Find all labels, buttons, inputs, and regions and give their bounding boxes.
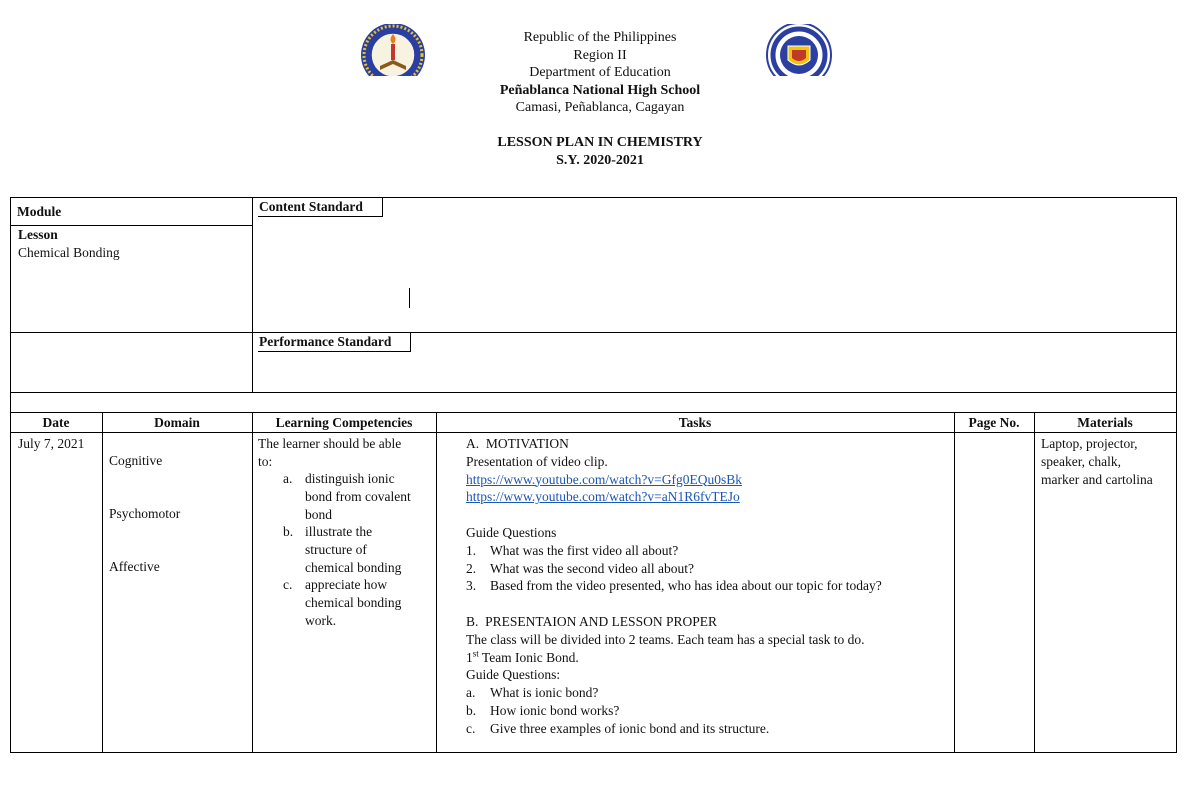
list-marker: b. [466, 702, 477, 718]
table-line [252, 412, 253, 753]
document-title: LESSON PLAN IN CHEMISTRY [497, 135, 703, 150]
column-header-date: Date [42, 415, 70, 430]
list-item-text: Give three examples of ionic bond and its structure. [490, 720, 770, 736]
list-marker: 3. [466, 578, 477, 594]
header-country: Republic of the Philippines [523, 30, 677, 45]
list-item-text: Based from the video presented, who has idea about our topic for today? [490, 578, 882, 594]
module-label: Module [17, 204, 62, 219]
guide-questions-list [466, 542, 882, 595]
header-school: Peñablanca National High School [499, 82, 701, 98]
text-cursor [409, 288, 410, 308]
list-item [466, 720, 865, 738]
competency-line: illustrate the [305, 524, 373, 539]
table-line [1176, 197, 1177, 753]
competency-line: appreciate how [305, 577, 388, 592]
competency-line: chemical bonding [305, 594, 402, 610]
column-header-page-no: Page No. [968, 415, 1020, 430]
table-line [1034, 412, 1035, 753]
list-marker: 2. [466, 560, 477, 576]
competency-intro-line: to: [258, 453, 273, 469]
row-date[interactable]: July 7, 2021 [18, 436, 85, 451]
competency-line: distinguish ionic [305, 471, 395, 486]
content-standard-label: Content Standard [259, 199, 363, 214]
list-marker: c. [466, 720, 476, 736]
competency-item-b [283, 523, 401, 576]
list-marker: a. [283, 471, 293, 486]
header-department: Department of Education [529, 65, 671, 80]
lesson-value[interactable]: Chemical Bonding [18, 245, 120, 260]
list-item [466, 542, 865, 560]
list-item [466, 702, 865, 720]
row-materials[interactable] [1041, 435, 1153, 488]
domain-cognitive: Cognitive [109, 453, 163, 468]
table-line [10, 752, 1177, 753]
list-item-text: How ionic bond works? [490, 702, 620, 718]
list-item [466, 560, 865, 578]
school-year: S.Y. 2020-2021 [556, 152, 644, 168]
column-header-competencies: Learning Competencies [275, 415, 413, 430]
guide-questions-2-title: Guide Questions: [466, 667, 561, 683]
materials-line: marker and cartolina [1041, 471, 1153, 487]
list-item-text: What was the second video all about? [490, 560, 694, 576]
domain-affective: Affective [109, 559, 160, 574]
competency-line: work. [305, 612, 337, 628]
table-line [252, 197, 253, 393]
table-line [10, 432, 1177, 433]
section-a-title: MOTIVATION [485, 436, 569, 451]
competency-line: bond [305, 506, 332, 522]
table-line [10, 197, 11, 753]
document-header [0, 29, 1200, 117]
section-b-desc: The class will be divided into 2 teams. Each team has a special task to do. [466, 631, 865, 647]
column-header-domain: Domain [154, 415, 200, 430]
video-link-2[interactable]: https://www.youtube.com/watch?v=aN1R6fvTEJo [466, 489, 740, 505]
guide-questions-title: Guide Questions [466, 524, 557, 540]
table-line [382, 198, 383, 217]
table-line [10, 392, 1177, 393]
competency-intro [258, 435, 401, 471]
list-marker: a. [466, 685, 476, 701]
list-marker: 1. [466, 542, 477, 558]
competency-item-a [283, 470, 411, 523]
section-a-heading [466, 435, 865, 453]
competency-line: chemical bonding [305, 559, 402, 575]
table-line [10, 225, 252, 226]
guide-questions-2-list [466, 684, 865, 737]
performance-standard-label: Performance Standard [259, 334, 392, 349]
table-line [10, 197, 1177, 198]
list-marker: B. [466, 613, 479, 629]
header-region: Region II [573, 47, 627, 63]
list-marker: c. [283, 577, 293, 592]
team-line [466, 649, 865, 667]
lesson-label: Lesson [18, 227, 58, 242]
competency-line: bond from covalent [305, 488, 411, 504]
tasks-cell [466, 435, 882, 738]
table-line [258, 351, 410, 352]
list-item-text: What was the first video all about? [490, 542, 679, 558]
column-header-tasks: Tasks [678, 415, 712, 430]
competency-line: structure of [305, 541, 367, 557]
table-line [954, 412, 955, 753]
list-marker: A. [466, 436, 480, 451]
section-b-heading [466, 613, 865, 631]
competency-item-c [283, 576, 401, 629]
domain-psychomotor: Psychomotor [109, 506, 181, 521]
section-a-desc: Presentation of video clip. [466, 453, 608, 469]
table-line [10, 412, 1177, 413]
column-header-materials: Materials [1077, 415, 1133, 430]
table-line [10, 332, 1177, 333]
table-line [258, 216, 382, 217]
team-text: Team Ionic Bond. [478, 649, 579, 665]
list-item-text: What is ionic bond? [490, 685, 599, 701]
header-address: Camasi, Peñablanca, Cagayan [515, 100, 685, 115]
table-line [102, 412, 103, 753]
team-number: 1 [466, 649, 473, 665]
video-link-1[interactable]: https://www.youtube.com/watch?v=Gfg0EQu0sBk [466, 471, 742, 487]
materials-line: Laptop, projector, [1041, 436, 1138, 451]
list-item [466, 684, 865, 702]
list-marker: b. [283, 524, 294, 539]
materials-line: speaker, chalk, [1041, 453, 1122, 469]
list-item [466, 577, 882, 595]
document-title-block [0, 134, 1200, 169]
section-b-title: PRESENTAION AND LESSON PROPER [485, 613, 717, 629]
table-line [436, 412, 437, 753]
team-ordinal: st [472, 648, 479, 659]
table-line [410, 333, 411, 352]
competency-intro-line: The learner should be able [258, 436, 402, 451]
